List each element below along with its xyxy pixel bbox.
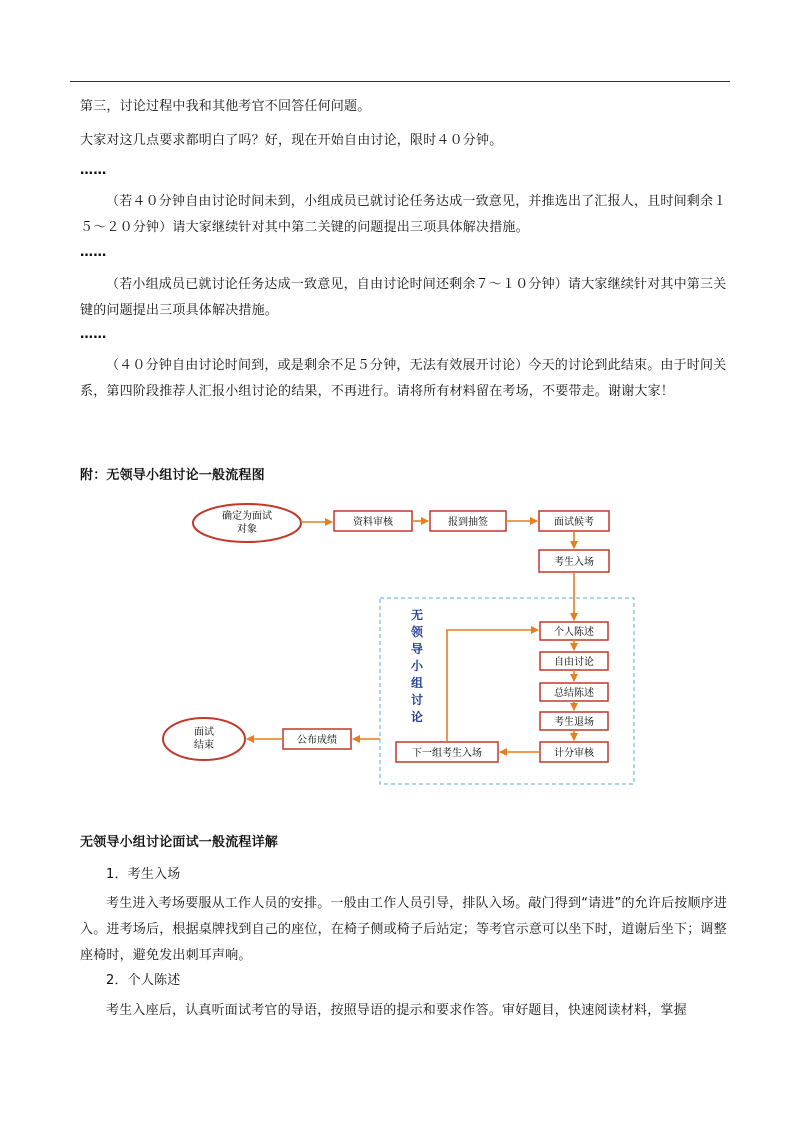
group-label-7: 论 xyxy=(411,710,424,724)
box-scoring-label: 计分审核 xyxy=(554,748,594,759)
box-summary-label: 总结陈述 xyxy=(554,688,594,699)
paragraph-time-15-20: （若４０分钟自由讨论时间未到，小组成员已就讨论任务达成一致意见，并推选出了汇报人，且时间剩余１５～２０分钟）请大家继续针对其中第二关键的问题提出三项具体解决措施。 xyxy=(80,194,727,235)
box-publish-label: 公布成绩 xyxy=(297,735,337,746)
section-1-text: 考生进入考场要服从工作人员的安排。一般由工作人员引导，排队入场。敲门得到“请进”的允许后按顺序进入。进考场后，根据桌牌找到自己的座位，在椅子侧或椅子后站定；等考官示意可以坐下时，道谢后坐下；调整座椅时，避免发出刺耳声响。 xyxy=(80,896,728,963)
paragraph-rule-three: 第三，讨论过程中我和其他考官不回答任何问题。 xyxy=(80,99,371,114)
ellipsis-3: …… xyxy=(80,327,107,342)
box-statement-label: 个人陈述 xyxy=(554,627,594,638)
ellipsis-1: …… xyxy=(80,163,107,178)
group-label-5: 组 xyxy=(411,676,424,690)
start-oval xyxy=(193,504,301,542)
box-free-discussion-label: 自由讨论 xyxy=(554,657,594,668)
flowchart-title: 附：无领导小组讨论一般流程图 xyxy=(80,468,265,483)
section-1-heading: 1．考生入场 xyxy=(106,867,181,882)
box-exit-label: 考生退场 xyxy=(554,717,594,728)
group-label-4: 小 xyxy=(411,659,424,673)
flowchart xyxy=(0,495,800,795)
section-2-text: 考生入座后，认真听面试考官的导语，按照导语的提示和要求作答。审好题目，快速阅读材料，掌握 xyxy=(106,1003,687,1018)
paragraph-start-discussion: 大家对这几点要求都明白了吗？好，现在开始自由讨论，限时４０分钟。 xyxy=(80,133,503,148)
group-label-2: 领 xyxy=(411,625,424,639)
box-register-label: 报到抽签 xyxy=(448,517,488,528)
box-waiting-label: 面试候考 xyxy=(554,517,594,528)
section-title: 无领导小组讨论面试一般流程详解 xyxy=(80,835,279,850)
end-oval-line1: 面试 xyxy=(194,727,214,738)
group-label-3: 导 xyxy=(411,642,424,656)
end-oval-line2: 结束 xyxy=(194,740,214,751)
end-oval xyxy=(163,718,245,760)
paragraph-end-discussion: （４０分钟自由讨论时间到，或是剩余不足５分钟，无法有效展开讨论）今天的讨论到此结束。由于时间关系，第四阶段推荐人汇报小组讨论的结果，不再进行。请将所有材料留在考场，不要带走。谢谢大家！ xyxy=(80,358,727,399)
header-rule xyxy=(70,81,730,82)
start-oval-line2: 对象 xyxy=(237,524,257,535)
section-2-heading: 2．个人陈述 xyxy=(106,973,181,988)
paragraph-time-7-10: （若小组成员已就讨论任务达成一致意见，自由讨论时间还剩余７～１０分钟）请大家继续针对其中第三关键的问题提出三项具体解决措施。 xyxy=(80,277,727,318)
box-next-group-label: 下一组考生入场 xyxy=(412,748,482,759)
box-enter-label: 考生入场 xyxy=(554,557,594,568)
ellipsis-2: …… xyxy=(80,245,107,260)
group-label-1: 无 xyxy=(411,608,424,622)
start-oval-line1: 确定为面试 xyxy=(222,511,272,522)
group-label-6: 讨 xyxy=(411,693,424,707)
arrow-next-loop xyxy=(447,630,538,742)
box-review-label: 资料审核 xyxy=(353,517,393,528)
